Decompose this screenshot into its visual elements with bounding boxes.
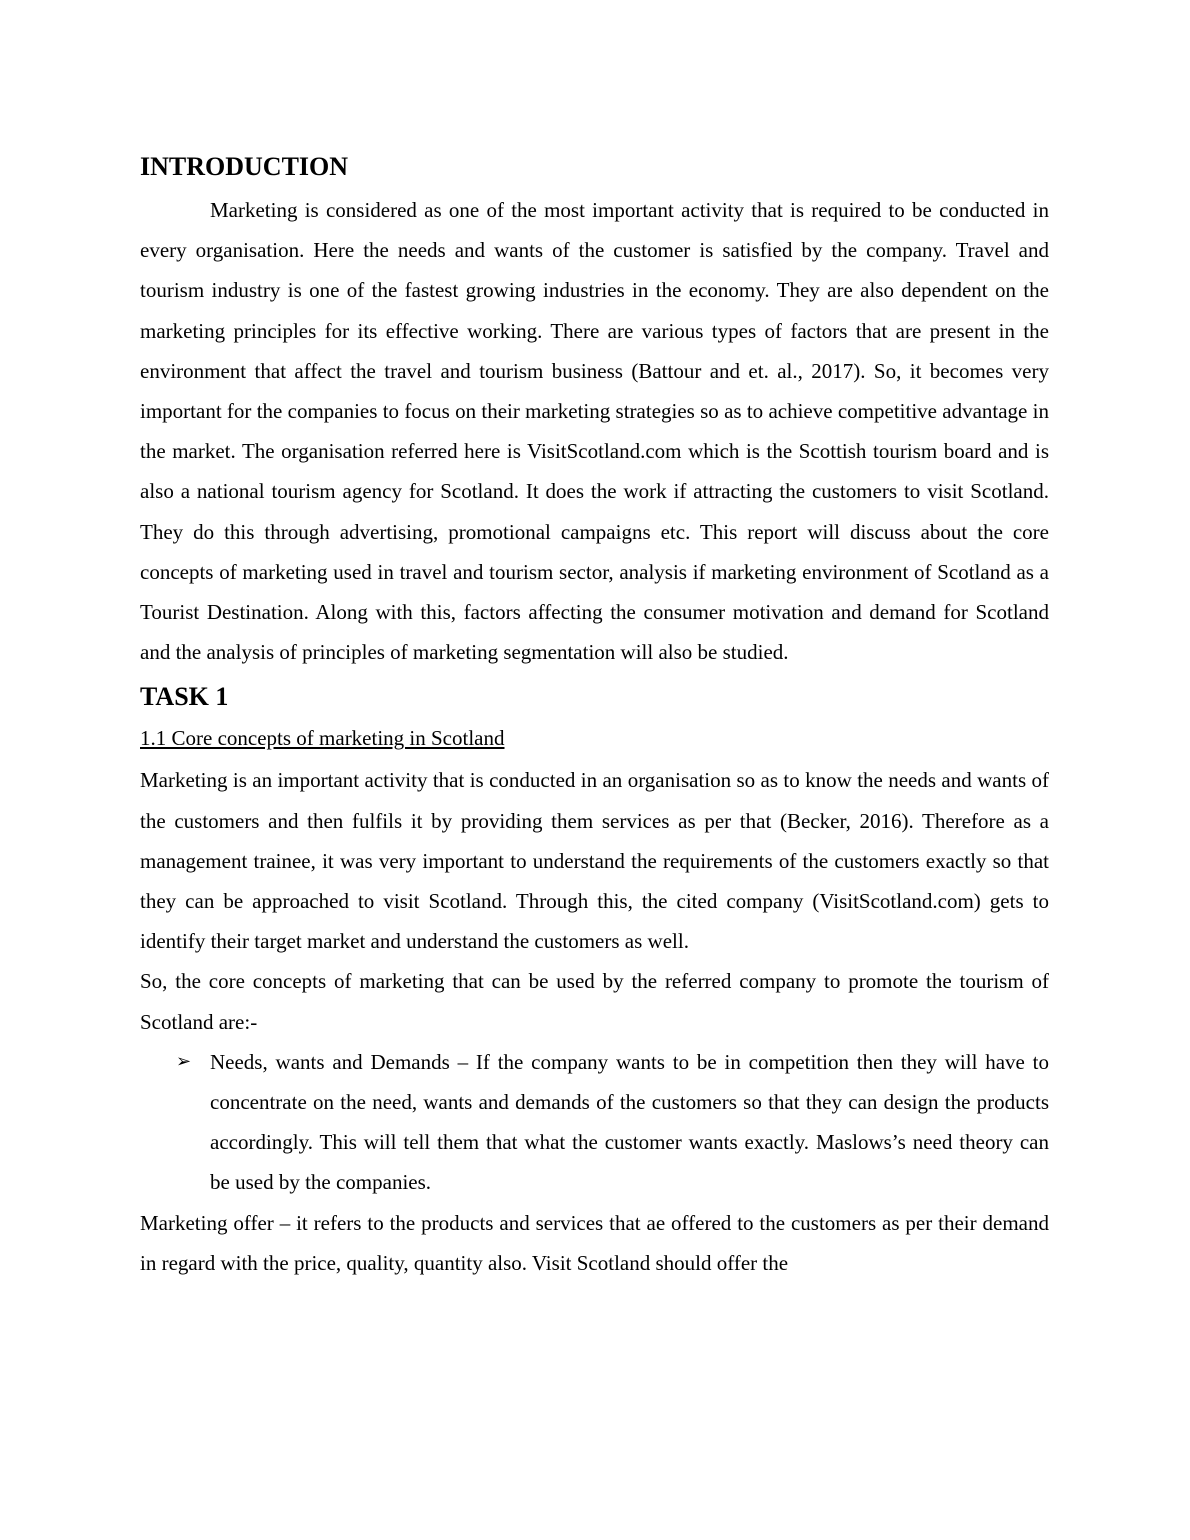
core-concepts-bullet-list [140, 1042, 1049, 1203]
core-concepts-subheading: 1.1 Core concepts of marketing in Scotland [140, 726, 505, 751]
arrow-bullet-icon: ➢ [176, 1050, 192, 1072]
core-concepts-paragraph-3: Marketing offer – it refers to the products and services that ae offered to the customers as per their demand in regard with the price, quality, quantity also. Visit Scotland should offer the [140, 1210, 1049, 1275]
core-concepts-paragraph-1: Marketing is an important activity that is conducted in an organisation so as to know the needs and wants of the customers and then fulfils it by providing them services as per that (Becker, 2016). Therefore as a management trainee, it was very important to understand the requirements of the customers exactly so that they can be approached to visit Scotland. Through this, the cited company (VisitScotland.com) gets to identify their target market and understand the customers as well. [140, 768, 1049, 954]
document-body [140, 148, 1049, 1283]
bullet-item-needs-wants-demands [140, 1042, 1049, 1203]
introduction-heading: INTRODUCTION [140, 152, 349, 181]
introduction-paragraph: Marketing is considered as one of the most important activity that is required to be conducted in every organisation. Here the needs and wants of the customer is satisfied by the company. Travel and tourism industry is one of the fastest growing industries in the economy. They are also dependent on the marketing principles for its effective working. There are various types of factors that are present in the environment that affect the travel and tourism business (Battour and et. al., 2017). So, it becomes very important for the companies to focus on their marketing strategies so as to achieve competitive advantage in the market. The organisation referred here is VisitScotland.com which is the Scottish tourism board and is also a national tourism agency for Scotland. It does the work if attracting the customers to visit Scotland. They do this through advertising, promotional campaigns etc. This report will discuss about the core concepts of marketing used in travel and tourism sector, analysis if marketing environment of Scotland as a Tourist Destination. Along with this, factors affecting the consumer motivation and demand for Scotland and the analysis of principles of marketing segmentation will also be studied. [140, 198, 1049, 665]
task-1-heading: TASK 1 [140, 682, 229, 712]
bullet-text: Needs, wants and Demands – If the company wants to be in competition then they will have to concentrate on the need, wants and demands of the customers so that they can design the products accordingly. This will tell them that what the customer wants exactly. Maslows’s need theory can be used by the companies. [210, 1049, 1049, 1195]
core-concepts-paragraph-2: So, the core concepts of marketing that can be used by the referred company to promote the tourism of Scotland are:- [140, 969, 1049, 1034]
